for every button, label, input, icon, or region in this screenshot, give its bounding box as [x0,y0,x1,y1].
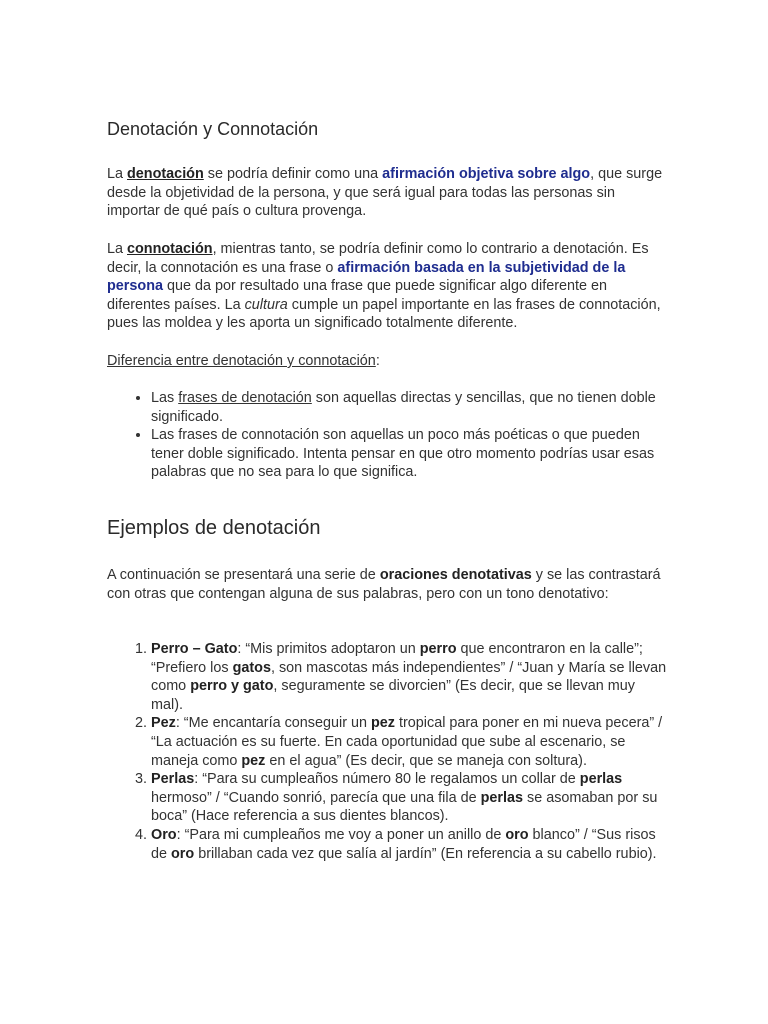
paragraph-denotacion [107,165,667,221]
example-item [151,826,667,863]
example-item [151,714,667,770]
text: Las [151,390,179,406]
highlight-link[interactable]: afirmación objetiva sobre algo [382,166,591,182]
bold-text: pez [371,715,395,732]
text: blanco” / “Sus risos de [151,826,656,862]
bold-text: oraciones denotativas [379,567,532,583]
text: : “Para su cumpleaños número 80 le regalamos un collar de [194,771,580,788]
text: A continuación se presentará una serie de [107,567,380,583]
emphasis-cultura: cultura [244,296,288,313]
text: : “Mis primitos adoptaron un [237,641,420,657]
bold-text: perro [419,641,457,657]
difference-list [107,389,667,482]
text: , son mascotas más independientes” / “Juan y María se llevan como [151,659,667,695]
text: se podría definir como una [203,166,383,182]
text: La [107,241,128,257]
example-key: Perro – Gato [151,641,238,657]
list-item: • Las frases de connotación son aquellas un poco más poéticas o que pueden tener doble significado. Intenta pensar en que otro momento podrías usar esas palabras que no sea para lo que significa. [151,426,667,482]
term-denotacion: denotación [127,166,204,182]
text: , seguramente se divorcien” (Es decir, que se llevan muy mal). [151,678,635,713]
bold-text: oro [171,845,195,862]
bold-text: perlas [480,789,523,806]
text: que da por resultado una frase que puede significar algo diferente en diferentes países. La [107,278,608,313]
example-key: Oro [151,826,177,843]
bold-text: perro y gato [190,678,274,695]
text: que encontraron en la calle”; “Prefiero los [151,641,643,676]
examples-list [107,640,667,863]
bold-text: oro [505,826,529,843]
highlight-link[interactable]: afirmación basada en la subjetividad de la persona [107,259,626,295]
text: frases de denotación [178,390,312,406]
text: hermoso” / “Cuando sonrió, parecía que una fila de [151,789,481,806]
example-key: Pez [151,715,176,732]
text: y se las contrastará con otras que contengan alguna de sus palabras, pero con un tono denotativo: [107,567,661,602]
difference-heading-label: Diferencia entre denotación y connotación [107,353,376,369]
example-item [151,640,667,714]
text: brillaban cada vez que salía al jardín” (En referencia a su cabello rubio). [194,845,657,862]
text: , que surge desde la objetividad de la persona, y que será igual para todas las personas sin importar de qué país o cultura provenga. [107,166,663,220]
text: : “Para mi cumpleaños me voy a poner un anillo de [176,826,506,843]
intro-paragraph [107,566,667,603]
text: son aquellas directas y sencillas, que no tienen doble significado. [151,390,656,425]
text: en el agua” (Es decir, que se maneja con soltura). [265,752,587,769]
bold-text: pez [241,752,266,769]
example-key: Perlas [151,771,195,788]
text: se asomaban por su boca” (Hace referencia a sus dientes blancos). [151,789,658,825]
difference-heading [107,352,667,371]
page-title: Denotación y Connotación [107,119,319,139]
text: : [375,353,380,369]
term-connotacion: connotación [127,241,213,257]
example-item [151,770,667,826]
bold-text: perlas [579,771,623,788]
bold-text: gatos [232,659,271,676]
text: La [107,166,128,182]
text: tropical para poner en mi nueva pecera” / “La actuación es su fuerte. En cada oportunidad que sube al escenario, se maneja como [151,715,663,769]
paragraph-connotacion [107,240,667,333]
text: cumple un papel importante en las frases de connotación, pues las moldea y les aporta un significado totalmente diferente. [107,296,661,332]
section-title: Ejemplos de denotación [107,517,321,539]
list-item [151,389,667,426]
text: : “Me encantaría conseguir un [175,715,371,732]
text: , mientras tanto, se podría definir como lo contrario a denotación. Es decir, la connotación es una frase o [107,241,649,276]
